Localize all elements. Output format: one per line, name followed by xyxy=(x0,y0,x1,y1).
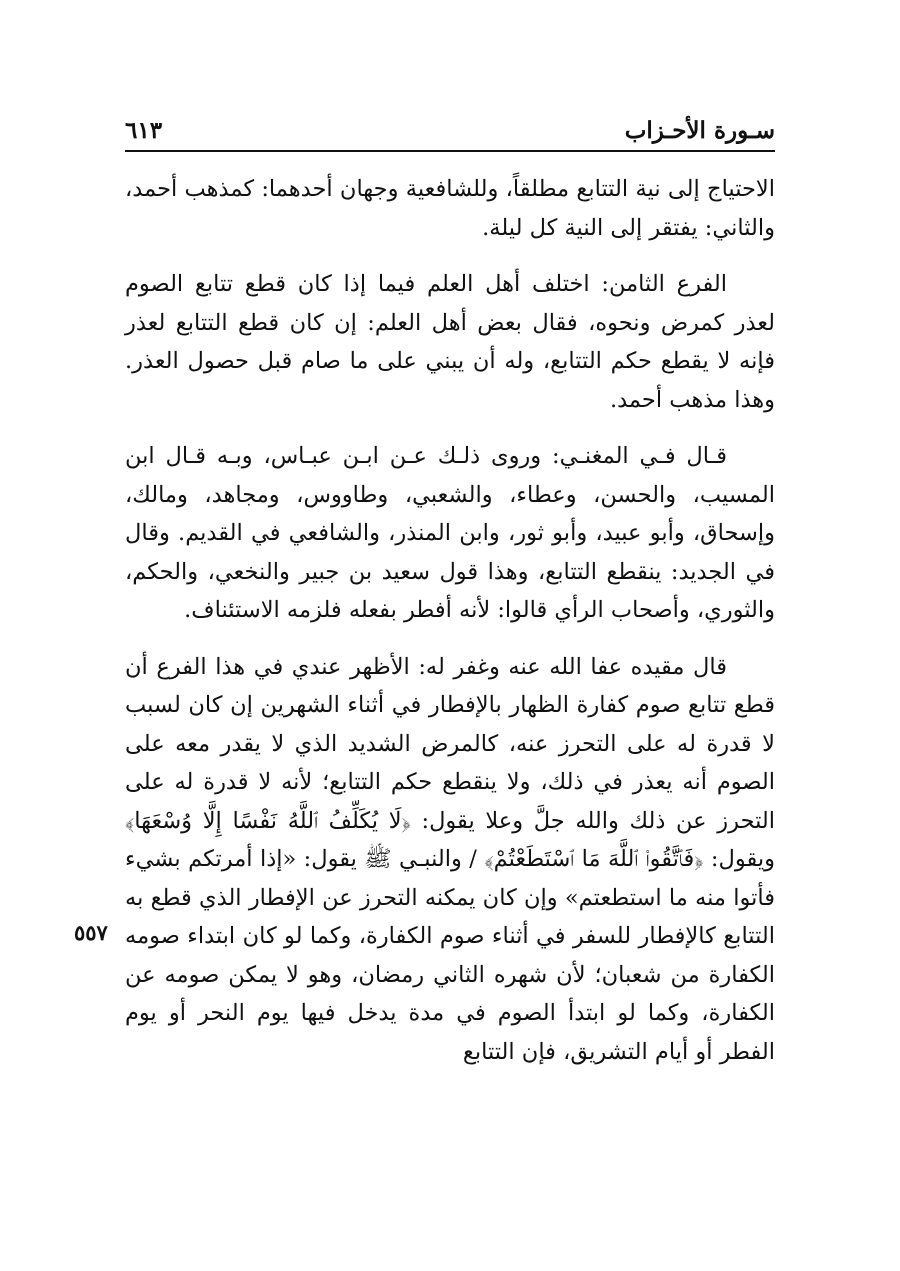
paragraph: قـال فـي المغنـي: وروى ذلـك عـن ابـن عبـاس، وبـه قـال ابن المسيب، والحسن، وعطاء، والشعبي، وطاووس، ومجاهد، ومالك، وإسحاق، وأبو عبيد، وأبو ثور، وابن المنذر، والشافعي في القديم. وقال في الجديد: ينقطع التتابع، وهذا قول سعيد بن جبير والنخعي، والحكم، والثوري، وأصحاب الرأي قالوا: لأنه أفطر بفعله فلزمه الاستئناف. xyxy=(125,443,775,623)
page-header xyxy=(125,112,775,152)
page-body xyxy=(125,170,775,1089)
surah-title: سـورة الأحـزاب xyxy=(624,117,775,144)
paragraph: الاحتياج إلى نية التتابع مطلقاً، وللشافعية وجهان أحدهما: كمذهب أحمد، والثاني: يفتقر إلى النية كل ليلة. xyxy=(125,176,775,241)
page-number: ٦١٣ xyxy=(125,117,163,144)
paragraph: الفرع الثامن: اختلف أهل العلم فيما إذا كان قطع تتابع الصوم لعذر كمرض ونحوه، فقال بعض أهل العلم: إن كان قطع التتابع لعذر فإنه لا يقطع حكم التتابع، وله أن يبني على ما صام قبل حصول العذر. وهذا مذهب أحمد. xyxy=(125,271,775,413)
paragraph: قال مقيده عفا الله عنه وغفر له: الأظهر عندي في هذا الفرع أن قطع تتابع صوم كفارة الظهار بالإفطار في أثناء الشهرين إن كان لسبب لا قدرة له على التحرز عنه، كالمرض الشديد الذي لا يقدر معه على الصوم أنه يعذر في ذلك، ولا ينقطع حكم التتابع؛ لأنه لا قدرة له على التحرز عن ذلك والله جلَّ وعلا يقول: ﴿لَا يُكَلِّفُ ٱللَّهُ نَفْسًا إِلَّا وُسْعَهَا﴾ ويقول: ﴿فَٱتَّقُوا۟ ٱللَّهَ مَا ٱسْتَطَعْتُمْ﴾ / والنبـي ﷺ يقول: «إذا أمرتكم بشيء فأتوا منه ما استطعتم» وإن كان يمكنه التحرز عن الإفطار الذي قطع به التتابع كالإفطار للسفر في أثناء صوم الكفارة، وكما لو كان ابتداء صومه الكفارة من شعبان؛ لأن شهره الثاني رمضان، وهو لا يمكن صومه عن الكفارة، وكما لو ابتدأ الصوم في مدة يدخل فيها يوم النحر أو يوم الفطر أو أيام التشريق، فإن التتابع xyxy=(125,653,775,1065)
margin-page-reference: ٥٥٧ xyxy=(74,920,108,945)
